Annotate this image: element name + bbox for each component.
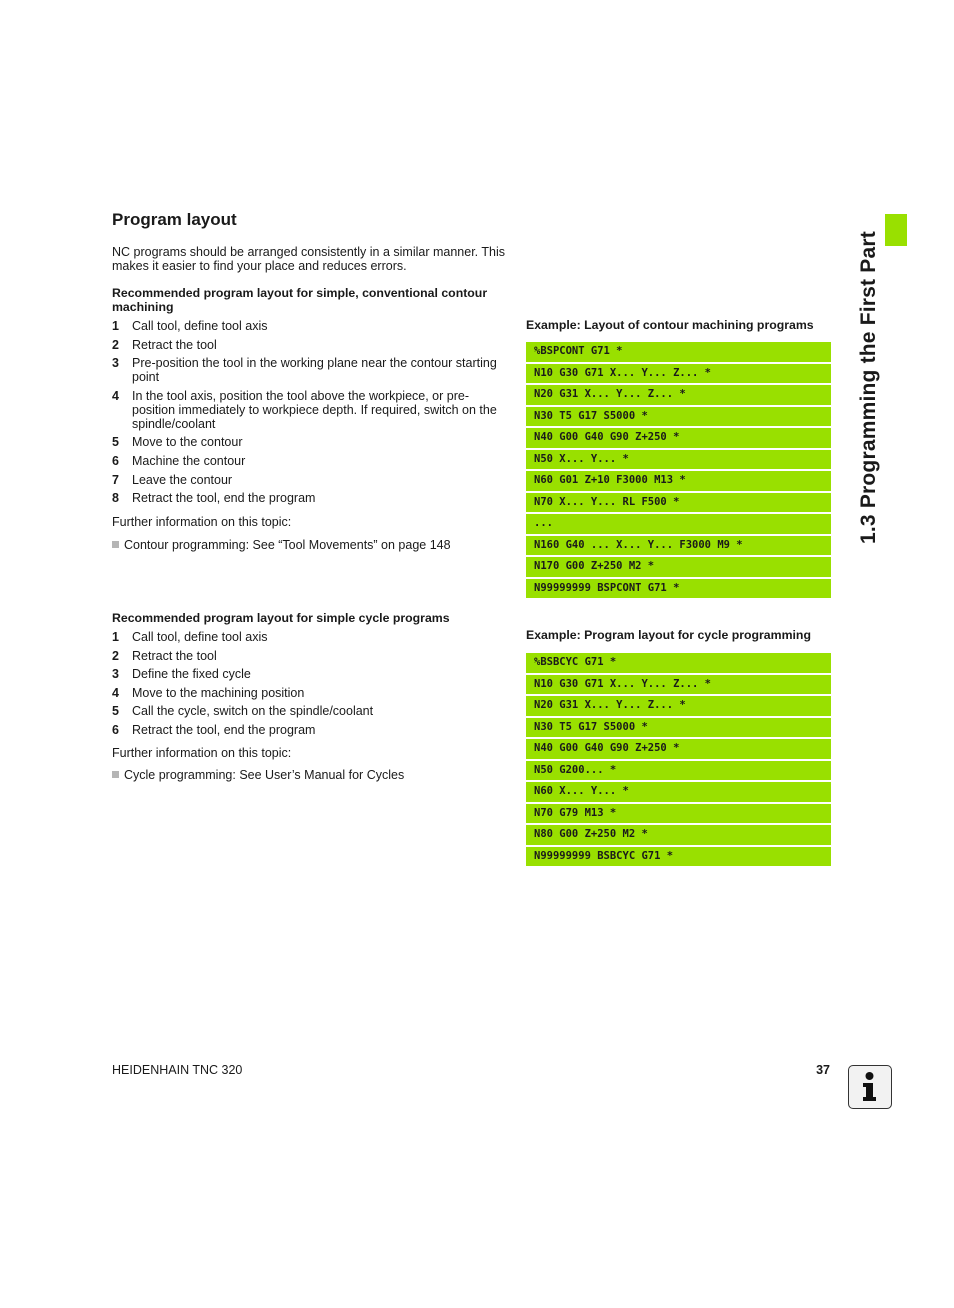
- list-item: 4 Move to the machining position: [112, 685, 305, 700]
- contour-reference[interactable]: Contour programming: See “Tool Movements” on page 148: [112, 538, 532, 552]
- list-item: 6 Retract the tool, end the program: [112, 722, 316, 737]
- bullet-square-icon: [112, 771, 119, 778]
- cycle-reference[interactable]: Cycle programming: See User’s Manual for Cycles: [112, 768, 532, 782]
- code-line: N10 G30 G71 X... Y... Z... *: [526, 364, 831, 384]
- contour-further-info: Further information on this topic:: [112, 515, 292, 529]
- cycle-example-title: Example: Program layout for cycle programming: [526, 628, 811, 642]
- list-item: 7 Leave the contour: [112, 472, 233, 487]
- list-item: 4 In the tool axis, position the tool above the workpiece, or pre-position immediately to workpiece depth. If required, switch on the spindle/coolant: [112, 388, 497, 431]
- cycle-further-info: Further information on this topic:: [112, 746, 292, 760]
- list-item: 5 Move to the contour: [112, 435, 243, 450]
- code-line: N40 G00 G40 G90 Z+250 *: [526, 739, 831, 759]
- intro-paragraph: NC programs should be arranged consistently in a similar manner. This makes it easier to find your place and reduces errors.: [112, 245, 506, 273]
- list-item: 6 Machine the contour: [112, 453, 246, 468]
- list-item: 2 Retract the tool: [112, 648, 217, 663]
- code-line: N99999999 BSBCYC G71 *: [526, 847, 831, 867]
- contour-steps-list: [112, 319, 512, 510]
- cycle-heading: Recommended program layout for simple cycle programs: [112, 611, 450, 625]
- list-item: 8 Retract the tool, end the program: [112, 491, 316, 506]
- code-line: N50 X... Y... *: [526, 450, 831, 470]
- code-line: %BSPCONT G71 *: [526, 342, 831, 362]
- code-line: N20 G31 X... Y... Z... *: [526, 385, 831, 405]
- code-line: N10 G30 G71 X... Y... Z... *: [526, 675, 831, 695]
- bullet-square-icon: [112, 541, 119, 548]
- code-line: N70 G79 M13 *: [526, 804, 831, 824]
- page-number: 37: [816, 1063, 830, 1077]
- code-line: ...: [526, 514, 831, 534]
- list-item: 3 Define the fixed cycle: [112, 667, 251, 682]
- code-line: N160 G40 ... X... Y... F3000 M9 *: [526, 536, 831, 556]
- list-item: 5 Call the cycle, switch on the spindle/coolant: [112, 704, 374, 719]
- contour-example-title: Example: Layout of contour machining programs: [526, 318, 814, 332]
- page-title: Program layout: [112, 210, 237, 229]
- code-line: N170 G00 Z+250 M2 *: [526, 557, 831, 577]
- contour-code-block: [526, 342, 831, 600]
- code-line: %BSBCYC G71 *: [526, 653, 831, 673]
- code-line: N70 X... Y... RL F500 *: [526, 493, 831, 513]
- code-line: N99999999 BSPCONT G71 *: [526, 579, 831, 599]
- cycle-steps-list: [112, 630, 512, 742]
- contour-heading: Recommended program layout for simple, conventional contour machining: [112, 286, 488, 314]
- chapter-tab-marker: [885, 214, 907, 246]
- code-line: N30 T5 G17 S5000 *: [526, 718, 831, 738]
- list-item: 2 Retract the tool: [112, 337, 217, 352]
- code-line: N40 G00 G40 G90 Z+250 *: [526, 428, 831, 448]
- list-item: 1 Call tool, define tool axis: [112, 319, 268, 333]
- code-line: N50 G200... *: [526, 761, 831, 781]
- footer-product: HEIDENHAIN TNC 320: [112, 1063, 243, 1077]
- chapter-title-vertical: 1.3 Programming the First Part: [857, 231, 880, 544]
- cycle-code-block: [526, 653, 831, 868]
- list-item: 1 Call tool, define tool axis: [112, 630, 268, 644]
- code-line: N80 G00 Z+250 M2 *: [526, 825, 831, 845]
- code-line: N60 G01 Z+10 F3000 M13 *: [526, 471, 831, 491]
- code-line: N20 G31 X... Y... Z... *: [526, 696, 831, 716]
- code-line: N60 X... Y... *: [526, 782, 831, 802]
- list-item: 3 Pre-position the tool in the working plane near the contour starting point: [112, 356, 497, 385]
- info-icon: [848, 1065, 892, 1109]
- code-line: N30 T5 G17 S5000 *: [526, 407, 831, 427]
